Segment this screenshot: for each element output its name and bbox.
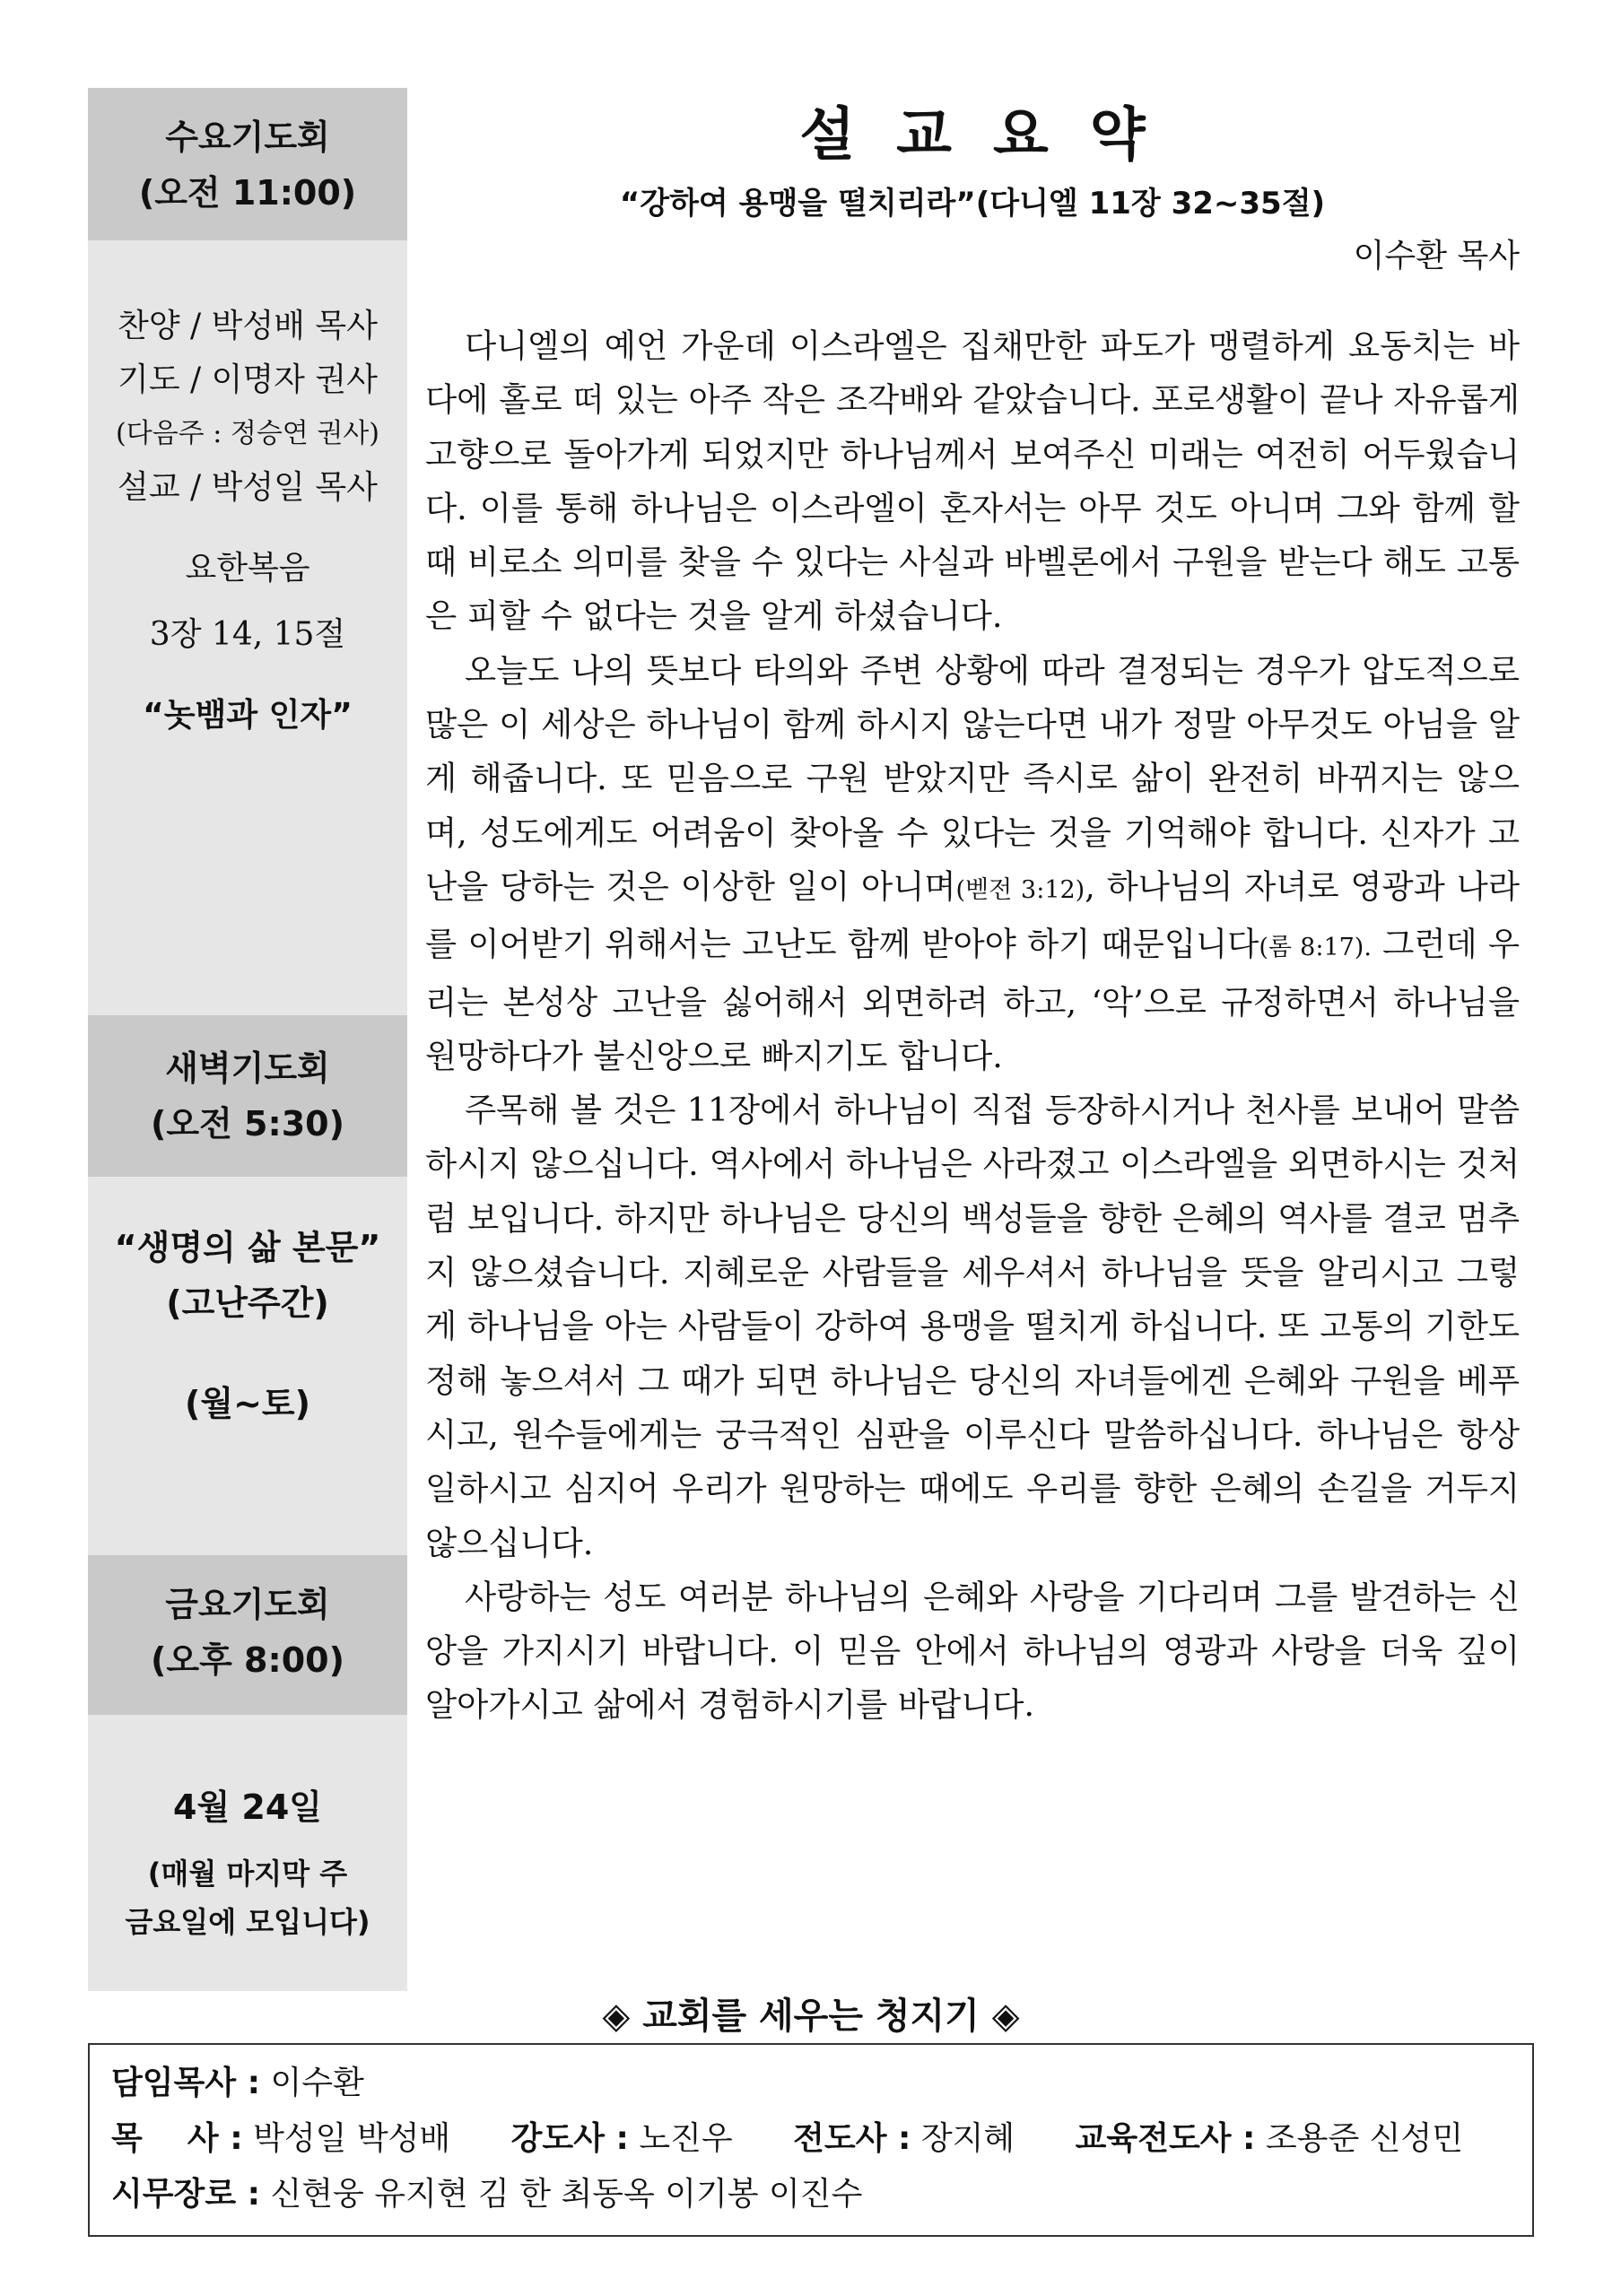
friday-prayer-time: (오후 8:00) [151,1640,344,1680]
staff-row-ministers [111,2111,1511,2167]
sermon-author: 이수환 목사 [1353,238,1520,274]
scripture-book: 요한복음 [185,550,310,587]
wednesday-prayer-title: 수요기도회 [165,117,330,157]
pastor-names: 박성일 박성배 [253,2120,451,2157]
education-evangelist-names: 조용준 신성민 [1265,2120,1464,2157]
sermon-paragraph [425,644,1520,1083]
elder-names: 신현웅 유지현 김 한 최동옥 이기봉 이진수 [270,2176,863,2213]
stewards-banner: ◈ 교회를 세우는 청지기 ◈ [602,1996,1020,2037]
friday-note-line2: 금요일에 모입니다) [125,1905,370,1939]
service-item-sermon: 설교 / 박성일 목사 [118,469,378,506]
sermon-body [425,319,1520,1733]
friday-prayer-panel [88,1715,407,1991]
friday-note-line1: (매월 마지막 주 [147,1857,348,1891]
paragraph-text: , 하나님의 자녀로 영광과 나라를 이어받기 위해서는 고난도 함께 받아야 하기 때문입니다 [425,866,1520,964]
friday-prayer-title: 금요기도회 [165,1585,330,1624]
sermon-paragraph: 주목해 볼 것은 11장에서 하나님이 직접 등장하시거나 천사를 보내어 말씀하시지 않으십니다. 역사에서 하나님은 사라졌고 이스라엘을 외면하시는 것처럼 보입니다. 하지만 하나님은 당신의 백성들을 향한 은혜의 역사를 결코 멈추지 않으셨습니다. 지혜로운 사람들을 세우셔서 하나님을 뜻을 알리시고 그렇게 하나님을 아는 사람들이 강하여 용맹을 떨치게 하십니다. 또 고통의 기한도 정해 놓으셔서 그 때가 되면 하나님은 당신의 자녀들에겐 은혜와 구원을 베푸시고, 원수들에게는 궁극적인 심판을 이루신다 말씀하십니다. 하나님은 항상 일하시고 심지어 우리가 원망하는 때에도 우리를 향한 은혜의 손길을 거두지 않으십니다. [425,1091,1520,1562]
dawn-prayer-header [88,1015,407,1177]
dawn-info-week: (고난주간) [166,1283,329,1323]
staff-box [88,2043,1534,2237]
wednesday-prayer-header [88,88,407,240]
dawn-prayer-panel [88,1177,407,1555]
elders-label: 시무장로 : [111,2176,261,2213]
sermon-paragraph: 사랑하는 성도 여러분 하나님의 은혜와 사랑을 기다리며 그를 발견하는 신앙을 가지시기 바랍니다. 이 믿음 안에서 하나님의 영광과 사랑을 더욱 깊이 알아가시고 삶에서 경험하시기를 바랍니다. [425,1577,1520,1725]
senior-pastor-label: 담임목사 : [111,2065,261,2101]
scripture-reference: (롬 8:17). [1259,934,1372,962]
scripture-reference: (벧전 3:12) [955,875,1085,904]
dawn-info-days: (월~토) [185,1384,310,1423]
wednesday-service-panel [88,240,407,1015]
staff-row-elders [111,2167,1511,2222]
evangelist-label: 전도사 : [793,2120,911,2157]
dawn-prayer-title: 새벽기도회 [165,1048,330,1088]
staff-row-senior [111,2056,1511,2111]
sermon-subtitle: “강하여 용맹을 떨치리라”(다니엘 11장 32~35절) [619,186,1326,222]
scripture-verse: 3장 14, 15절 [149,616,346,653]
dawn-info-text: “생명의 삶 본문” [114,1228,381,1267]
education-evangelist-label: 교육전도사 : [1075,2120,1256,2157]
preacher-name: 노진우 [639,2120,733,2157]
dawn-prayer-time: (오전 5:30) [151,1104,344,1144]
friday-prayer-header [88,1555,407,1715]
service-item-next-week: (다음주 : 정승연 권사) [116,418,379,449]
pastor-label: 목 사 : [111,2120,243,2157]
sidebar [88,88,407,1991]
paragraph-text: 오늘도 나의 뜻보다 타의와 주변 상황에 따라 결정되는 경우가 압도적으로 많은 이 세상은 하나님이 함께 하시지 않는다면 내가 정말 아무것도 아님을 알게 해줍니다. 또 믿음으로 구원 받았지만 즉시로 삶이 완전히 바뀌지는 않으며, 성도에게도 어려움이 찾아올 수 있다는 것을 기억해야 합니다. 신자가 고난을 당하는 것은 이상한 일이 아니며 [425,650,1520,906]
service-item-praise: 찬양 / 박성배 목사 [118,308,378,344]
wednesday-prayer-time: (오전 11:00) [138,173,357,213]
friday-date: 4월 24일 [173,1787,322,1827]
wednesday-sermon-title: “놋뱀과 인자” [143,697,353,734]
senior-pastor-name: 이수환 [270,2065,364,2101]
evangelist-name: 장지혜 [920,2120,1015,2157]
sermon-paragraph: 다니엘의 예언 가운데 이스라엘은 집채만한 파도가 맹렬하게 요동치는 바다에 홀로 떠 있는 아주 작은 조각배와 같았습니다. 포로생활이 끝나 자유롭게 고향으로 돌아가게 되었지만 하나님께서 보여주신 미래는 여전히 어두웠습니다. 이를 통해 하나님은 이스라엘이 혼자서는 아무 것도 아니며 그와 함께 할 때 비로소 의미를 찾을 수 있다는 사실과 바벨론에서 구원을 받는다 해도 고통은 피할 수 없다는 것을 알게 하셨습니다. [425,326,1520,636]
service-item-prayer: 기도 / 이명자 권사 [118,361,378,398]
sermon-title: 설교요약 [799,102,1187,169]
paragraph-text: 그런데 우리는 본성상 고난을 싫어해서 외면하려 하고, ‘악’으로 규정하면서 하나님을 원망하다가 불신앙으로 빠지기도 합니다. [425,925,1521,1075]
preacher-label: 강도사 : [510,2120,629,2157]
sermon-summary [425,88,1520,1733]
